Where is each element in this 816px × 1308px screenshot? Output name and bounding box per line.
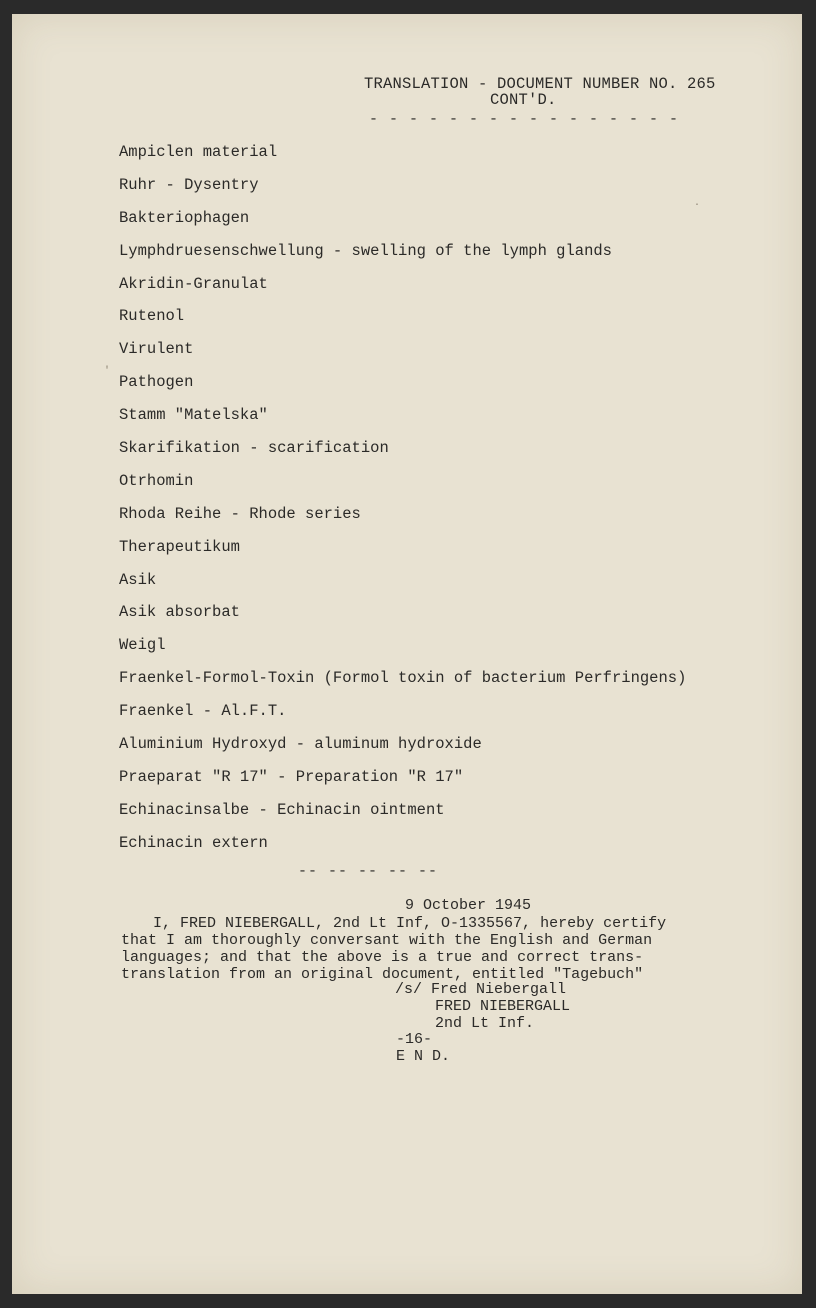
- term-line: Akridin-Granulat: [119, 274, 268, 293]
- term-line: Echinacinsalbe - Echinacin ointment: [119, 800, 445, 819]
- paper-speck: ·: [694, 200, 701, 211]
- term-line: Rhoda Reihe - Rhode series: [119, 504, 361, 523]
- document-page: [12, 14, 802, 1294]
- header-title: TRANSLATION - DOCUMENT NUMBER NO. 265: [364, 75, 716, 93]
- term-line: Rutenol: [119, 307, 185, 326]
- term-line: Pathogen: [119, 373, 194, 392]
- document-header: [364, 76, 716, 108]
- header-underline: - - - - - - - - - - - - - - - -: [369, 111, 680, 128]
- signer-rank: 2nd Lt Inf.: [435, 1015, 535, 1032]
- document-footer: [396, 1031, 450, 1065]
- certification-line: I, FRED NIEBERGALL, 2nd Lt Inf, O-1335567, hereby certify: [153, 915, 667, 932]
- paper-speck: ′: [104, 366, 111, 377]
- term-line: Otrhomin: [119, 471, 194, 490]
- certification-line: translation from an original document, entitled "Tagebuch": [121, 966, 644, 983]
- term-line: Virulent: [119, 340, 194, 359]
- certification-line: that I am thoroughly conversant with the English and German: [121, 932, 653, 949]
- term-line: Weigl: [119, 636, 166, 655]
- term-line: Asik: [119, 570, 157, 589]
- term-line: Therapeutikum: [119, 537, 240, 556]
- signature: /s/ Fred Niebergall: [395, 981, 567, 998]
- end-marker: E N D.: [396, 1048, 451, 1065]
- certification-date: 9 October 1945: [405, 897, 532, 914]
- term-line: Stamm "Matelska": [119, 406, 268, 425]
- term-line: Bakteriophagen: [119, 208, 250, 227]
- term-line: Fraenkel - Al.F.T.: [119, 702, 287, 721]
- term-line: Echinacin extern: [119, 833, 268, 852]
- signer-name: FRED NIEBERGALL: [435, 998, 571, 1015]
- term-line: Fraenkel-Formol-Toxin (Formol toxin of bacterium Perfringens): [119, 669, 687, 688]
- header-continued: CONT'D.: [490, 91, 557, 109]
- term-line: Ampiclen material: [119, 143, 278, 161]
- section-divider: -- -- -- -- --: [298, 863, 439, 880]
- certification-line: languages; and that the above is a true and correct trans-: [121, 949, 644, 966]
- term-line: Asik absorbat: [119, 603, 240, 622]
- certification-text: [121, 915, 666, 983]
- term-list: [119, 141, 686, 865]
- term-line: Ruhr - Dysentry: [119, 175, 259, 194]
- term-line: Lymphdruesenschwellung - swelling of the lymph glands: [119, 241, 612, 260]
- signature-block: [395, 981, 570, 1032]
- term-line: Aluminium Hydroxyd - aluminum hydroxide: [119, 735, 482, 754]
- term-line: Praeparat "R 17" - Preparation "R 17": [119, 767, 464, 786]
- term-line: Skarifikation - scarification: [119, 439, 389, 458]
- page-number: -16-: [396, 1031, 433, 1048]
